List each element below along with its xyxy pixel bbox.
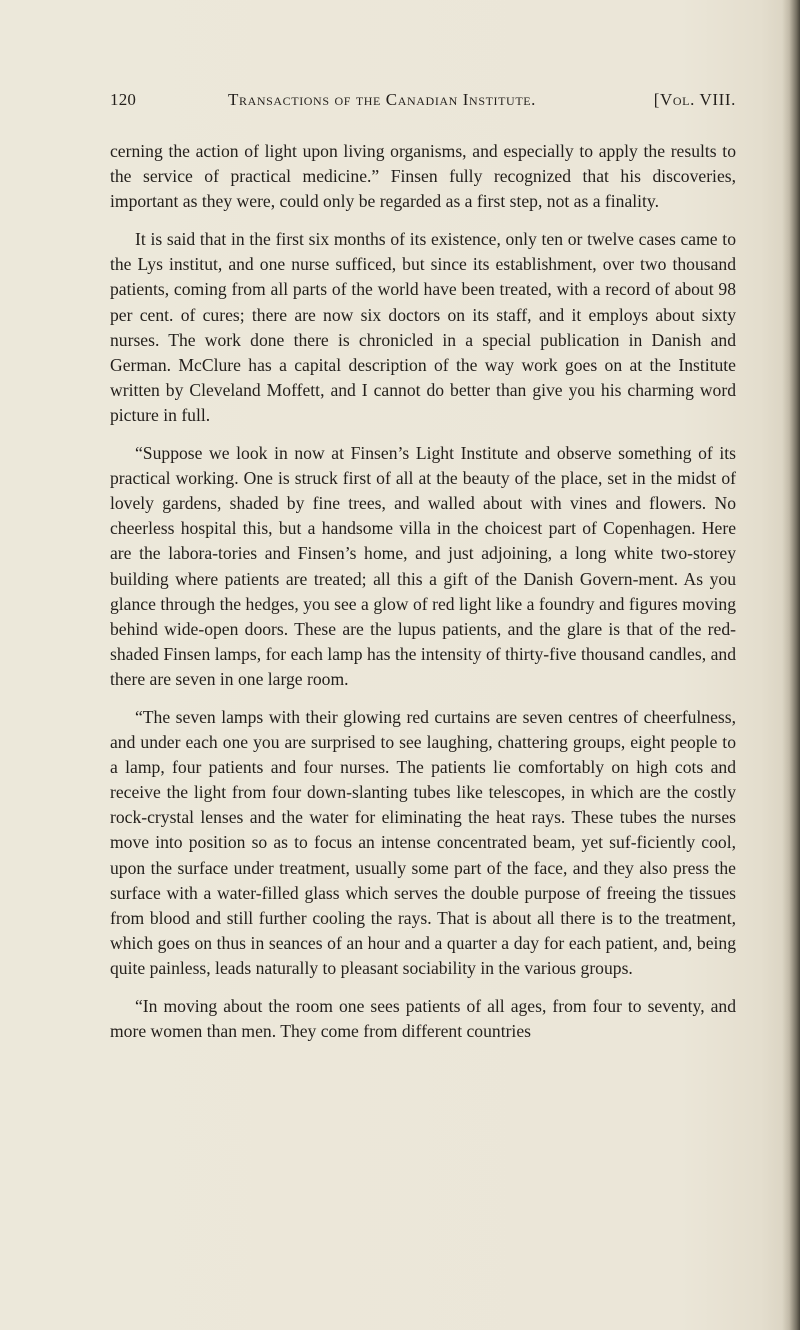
paragraph-1: cerning the action of light upon living organisms, and especially to apply the results to the service of practical medicine.” Finsen fully recognized that his discoveries, important as they were, could only be regarded as a first step, not as a finality. [110, 141, 736, 212]
page-edge-shadow [782, 0, 800, 1330]
paragraph-3: “Suppose we look in now at Finsen’s Light Institute and observe something of its practical working. One is struck first of all at the beauty of the place, set in the midst of lovely gardens, shaded by fine trees, and walled about with vines and flowers. No cheerless hospital this, but a handsome villa in the choicest part of Copenhagen. Here are the labora-tories and Finsen’s home, and just adjoining, a long white two-storey building where patients are treated; all this a gift of the Danish Govern-ment. As you glance through the hedges, you see a glow of red light like a foundry and figures moving behind wide-open doors. These are the lupus patients, and the glare is that of the red-shaded Finsen lamps, for each lamp has the intensity of thirty-five thousand candles, and there are seven in one large room. [110, 443, 736, 689]
paragraph-5: “In moving about the room one sees patients of all ages, from four to seventy, and more women than men. They come from different countries [110, 996, 736, 1042]
volume-label: [Vol. VIII. [653, 90, 736, 109]
page-number: 120 [110, 90, 137, 109]
body-text [110, 139, 736, 1044]
running-title: Transactions of the Canadian Institute. [228, 90, 537, 109]
paragraph-2: It is said that in the first six months of its existence, only ten or twelve cases came to the Lys institut, and one nurse sufficed, but since its establishment, over two thousand patients, coming from all parts of the world have been treated, with a record of about 98 per cent. of cures; there are now six doctors on its staff, and it employs about sixty nurses. The work done there is chronicled in a special publication in Danish and German. McClure has a capital description of the way work goes on at the Institute written by Cleveland Moffett, and I cannot do better than give you his charming word picture in full. [110, 229, 736, 425]
paragraph-4: “The seven lamps with their glowing red curtains are seven centres of cheerfulness, and under each one you are surprised to see laughing, chattering groups, eight people to a lamp, four patients and four nurses. The patients lie comfortably on high cots and receive the light from four down-slanting tubes like telescopes, in which are the costly rock-crystal lenses and the water for eliminating the heat rays. These tubes the nurses move into position so as to focus an intense concentrated beam, yet suf-ficiently cool, upon the surface under treatment, usually some part of the face, and they also press the surface with a water-filled glass which serves the double purpose of freeing the tissues from blood and still further cooling the rays. That is about all there is to the treatment, which goes on thus in seances of an hour and a quarter a day for each patient, and, being quite painless, leads naturally to pleasant sociability in the various groups. [110, 706, 736, 978]
running-header [110, 90, 736, 114]
